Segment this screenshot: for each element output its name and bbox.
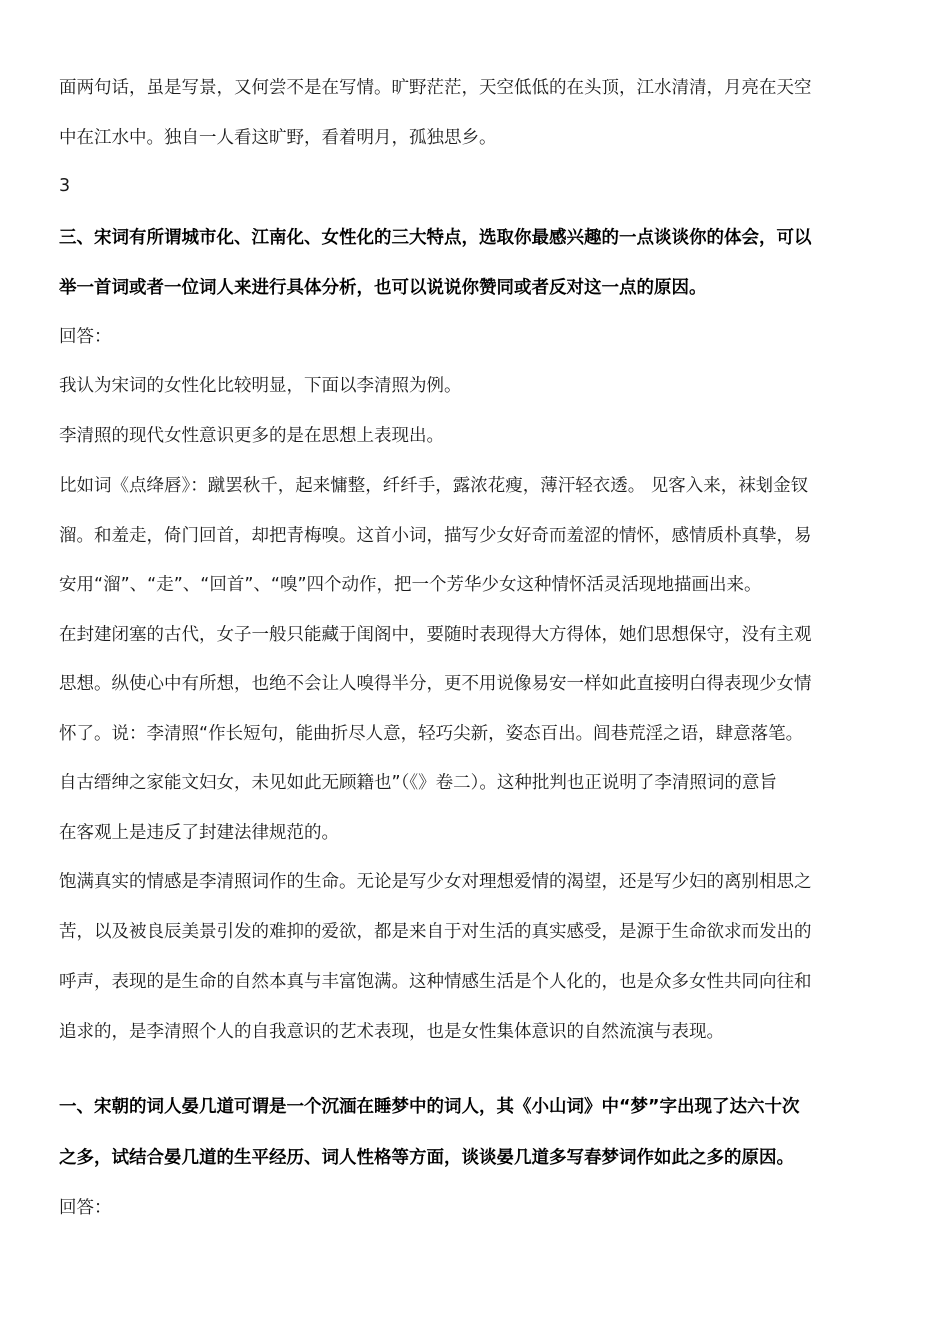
body-text-line: 面两句话，虽是写景，又何尝不是在写情。旷野茫茫，天空低低的在头顶，江水清清，月亮在天空 xyxy=(59,78,812,98)
body-text-line: 思想。纵使心中有所想，也绝不会让人嗅得半分，更不用说像易安一样如此直接明白得表现少女情 xyxy=(59,674,812,694)
question-heading-line: 一、宋朝的词人晏几道可谓是一个沉湎在睡梦中的词人，其《小山词》中“梦”字出现了达六十次 xyxy=(59,1097,800,1117)
body-text-line: 中在江水中。独自一人看这旷野，看着明月，孤独思乡。 xyxy=(59,128,497,148)
body-text-line: 饱满真实的情感是李清照词作的生命。无论是写少女对理想爱情的渴望，还是写少妇的离别相思之 xyxy=(59,872,812,892)
body-text-line: 怀了。说：李清照“作长短句，能曲折尽人意，轻巧尖新，姿态百出。闾巷荒淫之语，肆意落笔。 xyxy=(59,724,804,744)
body-text-line: 苦，以及被良辰美景引发的难抑的爱欲，都是来自于对生活的真实感受，是源于生命欲求而发出的 xyxy=(59,922,812,942)
body-text-line: 回答： xyxy=(59,1198,112,1218)
body-text-line: 李清照的现代女性意识更多的是在思想上表现出。 xyxy=(59,426,444,446)
body-text-line: 在封建闭塞的古代，女子一般只能藏于闺阁中，要随时表现得大方得体，她们思想保守，没有主观 xyxy=(59,625,812,645)
body-text-line: 在客观上是违反了封建法律规范的。 xyxy=(59,823,339,843)
body-text-line: 我认为宋词的女性化比较明显，下面以李清照为例。 xyxy=(59,376,462,396)
body-text-line: 自古缙绅之家能文妇女，未见如此无顾籍也”（《》卷二）。这种批判也正说明了李清照词的意旨 xyxy=(59,773,777,793)
body-text-line: 3 xyxy=(59,176,71,196)
body-text-line: 比如词《点绛唇》：蹴罢秋千，起来慵整，纤纤手，露浓花瘦，薄汗轻衣透。 见客入来，袜刬金钗 xyxy=(59,476,809,496)
question-heading-line: 三、宋词有所谓城市化、江南化、女性化的三大特点，选取你最感兴趣的一点谈谈你的体会，可以 xyxy=(59,228,812,248)
body-text-line: 追求的，是李清照个人的自我意识的艺术表现，也是女性集体意识的自然流演与表现。 xyxy=(59,1022,724,1042)
body-text-line: 溜。和羞走，倚门回首，却把青梅嗅。这首小词，描写少女好奇而羞涩的情怀，感情质朴真挚，易 xyxy=(59,526,812,546)
body-text-line: 安用“溜”、“走”、“回首”、“嗅”四个动作，把一个芳华少女这种情怀活灵活现地描画出来。 xyxy=(59,575,762,595)
question-heading-line: 举一首词或者一位词人来进行具体分析，也可以说说你赞同或者反对这一点的原因。 xyxy=(59,278,707,298)
question-heading-line: 之多，试结合晏几道的生平经历、词人性格等方面，谈谈晏几道多写春梦词作如此之多的原因。 xyxy=(59,1148,794,1168)
body-text-line: 回答： xyxy=(59,327,112,347)
body-text-line: 呼声，表现的是生命的自然本真与丰富饱满。这种情感生活是个人化的，也是众多女性共同向往和 xyxy=(59,972,812,992)
